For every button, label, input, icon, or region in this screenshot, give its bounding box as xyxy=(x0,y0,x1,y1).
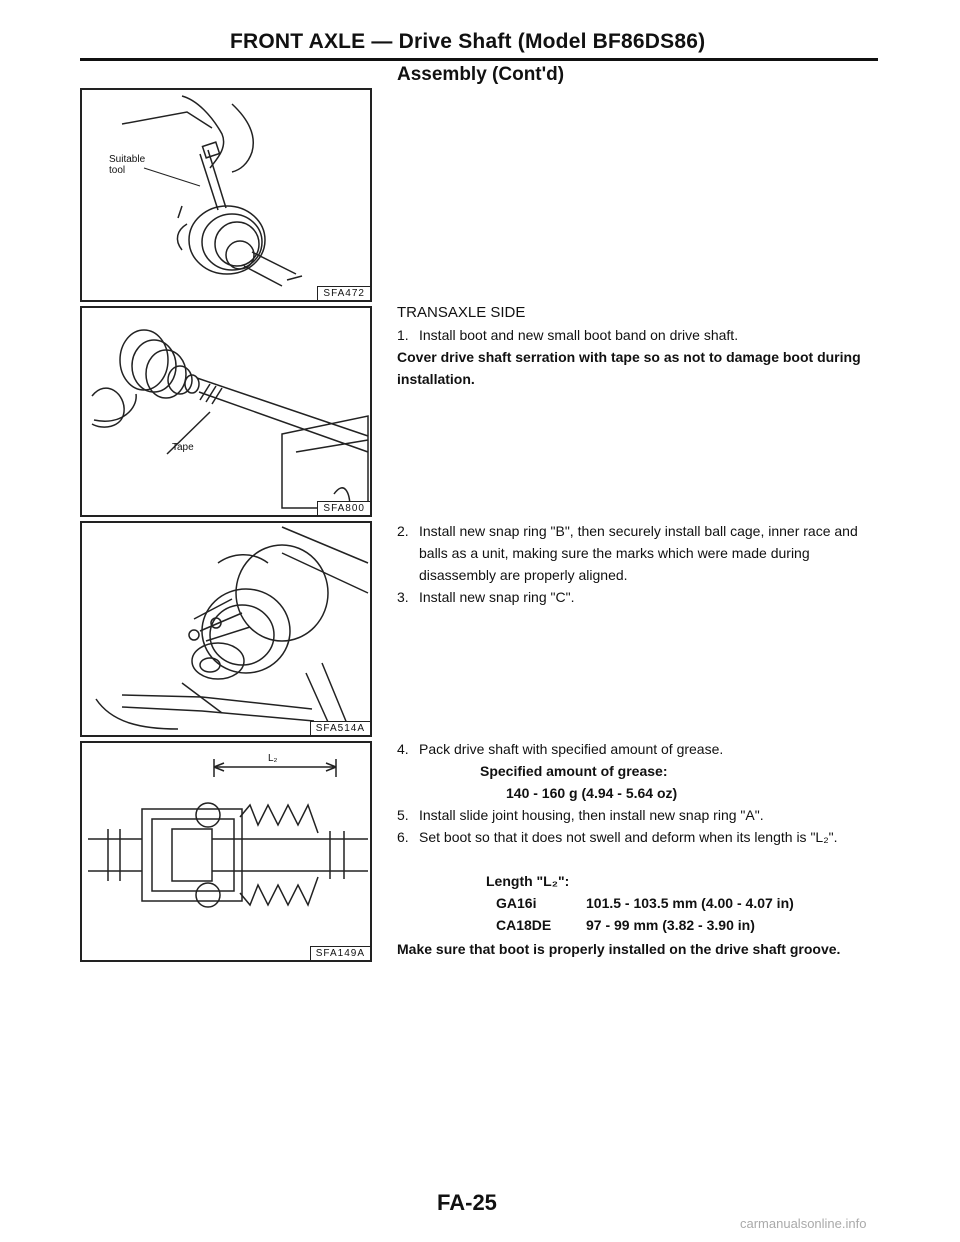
figure-label-suitable: Suitable xyxy=(109,154,146,165)
length-model-2: CA18DE xyxy=(496,917,552,933)
figure-label-tape: Tape xyxy=(172,442,194,453)
step-1: 1. Install boot and new small boot band on drive shaft. xyxy=(397,327,739,343)
page-number: FA-25 xyxy=(437,1190,497,1215)
grease-spec-value: 140 - 160 g (4.94 - 5.64 oz) xyxy=(506,785,678,801)
steps-2-3-block xyxy=(397,520,877,608)
transaxle-side-block xyxy=(397,302,877,390)
section-title: Assembly (Cont'd) xyxy=(397,64,565,85)
watermark: carmanualsonline.info xyxy=(740,1216,867,1231)
step-4: 4. Pack drive shaft with specified amount of grease. xyxy=(397,741,724,757)
caution-note: Cover drive shaft serration with tape so as not to damage boot during installation. xyxy=(397,349,861,387)
figure-sfa800 xyxy=(80,306,372,517)
snap-ring-install-illustration xyxy=(82,523,370,735)
figure-code: SFA800 xyxy=(317,501,370,515)
step-6: 6. Set boot so that it does not swell and deform when its length is "L₂". xyxy=(397,829,838,845)
step-2: 2. Install new snap ring "B", then securely install ball cage, inner race and balls as a unit, making sure the marks which were made during disassembly are properly aligned. xyxy=(397,523,858,583)
figure-code: SFA472 xyxy=(317,286,370,300)
length-label: Length "L₂": xyxy=(486,873,570,889)
figure-label-l2: L₂ xyxy=(268,753,278,764)
figure-code: SFA514A xyxy=(310,721,370,735)
header-rule xyxy=(80,58,878,61)
step-5: 5. Install slide joint housing, then install new snap ring "A". xyxy=(397,807,764,823)
boot-length-l2-illustration xyxy=(82,743,370,960)
figure-sfa472 xyxy=(80,88,372,302)
figure-sfa514a xyxy=(80,521,372,737)
tape-on-shaft-illustration xyxy=(82,308,370,515)
step-3: 3. Install new snap ring "C". xyxy=(397,589,575,605)
page-header-title: FRONT AXLE — Drive Shaft (Model BF86DS86) xyxy=(230,30,706,53)
figure-code: SFA149A xyxy=(310,946,370,960)
figure-label-tool: tool xyxy=(109,165,126,176)
length-model-1: GA16i xyxy=(496,895,537,911)
steps-5-6-block xyxy=(397,804,877,848)
boot-band-tool-illustration xyxy=(82,90,370,300)
length-value-2: 97 - 99 mm (3.82 - 3.90 in) xyxy=(586,917,755,933)
figure-sfa149a xyxy=(80,741,372,962)
install-note: Make sure that boot is properly installed on the drive shaft groove. xyxy=(397,941,841,957)
grease-spec-label: Specified amount of grease: xyxy=(480,763,668,779)
steps-4-6-block xyxy=(397,738,877,760)
transaxle-heading: TRANSAXLE SIDE xyxy=(397,304,526,321)
length-value-1: 101.5 - 103.5 mm (4.00 - 4.07 in) xyxy=(586,895,794,911)
